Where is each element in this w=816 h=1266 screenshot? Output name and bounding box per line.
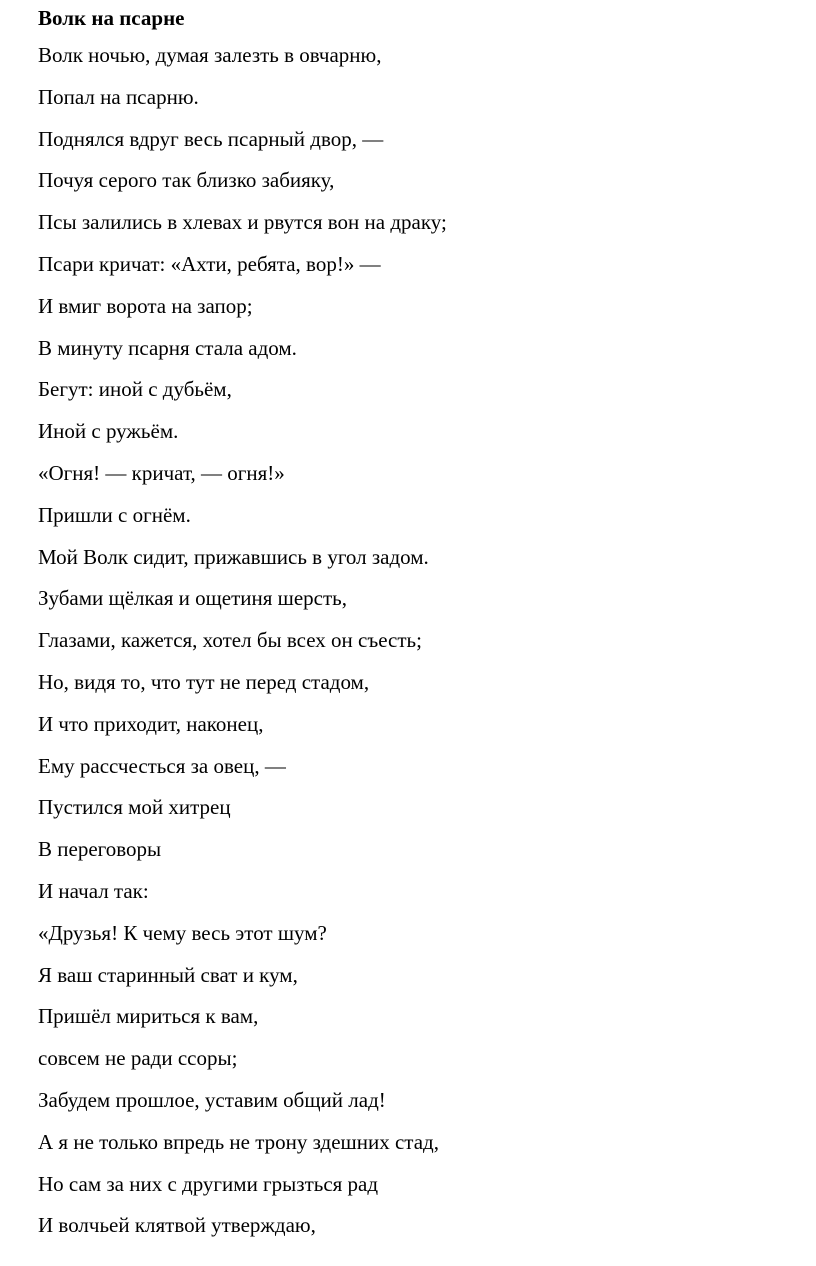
poem-line: И что приходит, наконец, — [38, 711, 264, 736]
document-page — [38, 6, 798, 1238]
poem-line: Волк ночью, думая залезть в овчарню, — [38, 43, 382, 67]
poem-line: Забудем прошлое, уставим общий лад! — [38, 1087, 386, 1112]
poem-line: Глазами, кажется, хотел бы всех он съесть; — [38, 628, 422, 653]
poem-line: Зубами щёлкая и ощетиня шерсть, — [38, 586, 347, 611]
poem-line: И волчьей клятвой утверждаю, — [38, 1213, 316, 1238]
poem-line: А я не только впредь не трону здешних стад, — [38, 1129, 439, 1154]
poem-line: В минуту псарня стала адом. — [38, 335, 297, 360]
poem-title: Волк на псарне — [38, 6, 185, 30]
poem-line: Пустился мой хитрец — [38, 795, 231, 820]
poem-line: Пришли с огнём. — [38, 502, 191, 527]
poem-line: В переговоры — [38, 837, 162, 862]
poem-line: Но, видя то, что тут не перед стадом, — [38, 669, 370, 694]
poem-line: Попал на псарню. — [38, 84, 199, 109]
poem-line: «Огня! — кричат, — огня!» — [38, 460, 285, 485]
poem-line: Псари кричат: «Ахти, ребята, вор!» — — [38, 251, 381, 276]
poem-line: Почуя серого так близко забияку, — [38, 168, 335, 193]
poem-line: «Друзья! К чему весь этот шум? — [38, 920, 327, 945]
poem-line: Пришёл мириться к вам, — [38, 1004, 259, 1029]
poem-line: Бегут: иной с дубьём, — [38, 377, 232, 402]
poem-line: Псы залились в хлевах и рвутся вон на драку; — [38, 210, 447, 235]
poem-line: Иной с ружьём. — [38, 419, 179, 444]
poem-line: Но сам за них с другими грызться рад — [38, 1171, 379, 1196]
poem-line: совсем не ради ссоры; — [38, 1046, 238, 1071]
poem-line: И начал так: — [38, 878, 149, 903]
poem-line: И вмиг ворота на запор; — [38, 293, 253, 318]
poem-line: Поднялся вдруг весь псарный двор, — — [38, 126, 384, 151]
poem-lines — [38, 43, 447, 1255]
poem-line: Я ваш старинный сват и кум, — [38, 962, 298, 987]
poem-line: Ему рассчесться за овец, — — [38, 753, 286, 778]
poem-line: Мой Волк сидит, прижавшись в угол задом. — [38, 544, 429, 569]
